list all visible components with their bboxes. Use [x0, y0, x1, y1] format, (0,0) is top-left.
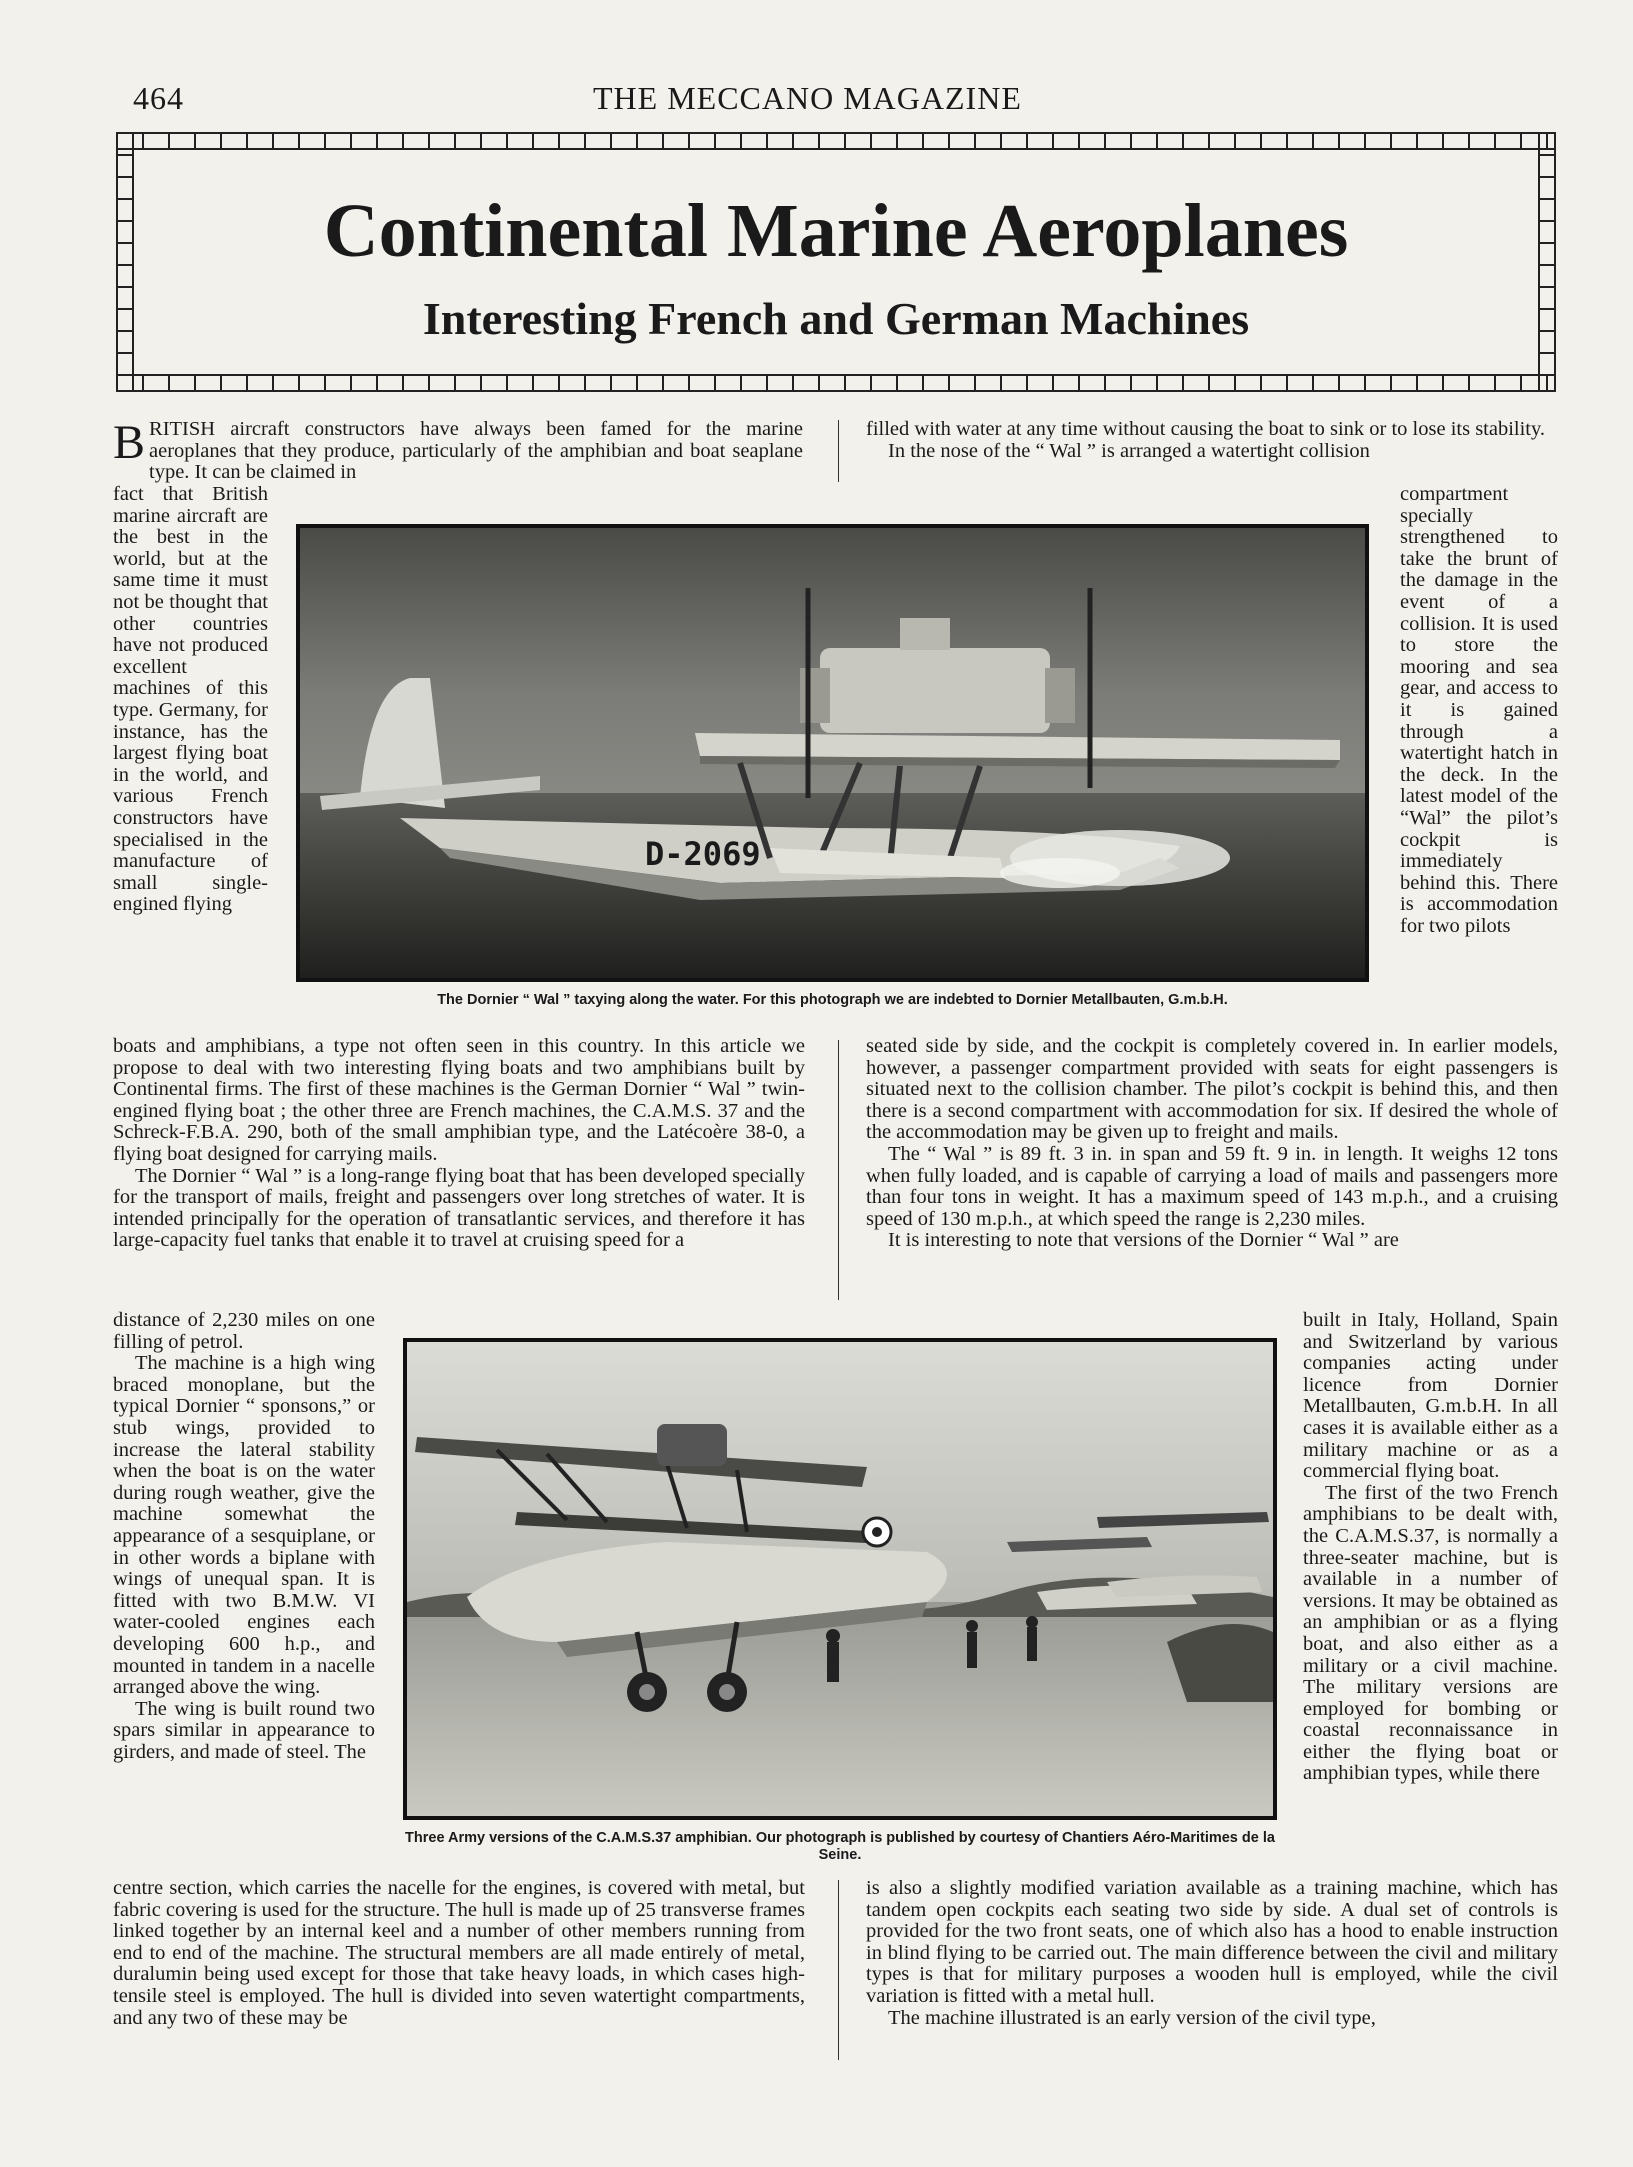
left-narrow-text: [113, 1310, 375, 1763]
border-left-squares: [116, 132, 134, 392]
intro-paragraph: [113, 416, 803, 484]
drop-cap: B: [113, 416, 146, 469]
dornier-wal-caption: The Dornier “ Wal ” taxying along the water. For this photograph we are indebted to Dornier Metallbauten, G.m.b.H.: [437, 992, 1228, 1008]
right-narrow-text-2: [1303, 1310, 1558, 1785]
intro-narrow-text: [113, 484, 268, 916]
article-title: Continental Marine Aeroplanes: [323, 189, 1349, 273]
right-mid-paragraph-1: seated side by side, and the cockpit is completely covered in. In earlier models, however, a passenger compartment provided with seats for eight passengers is situated next to the collision chamber. The pilot’s cockpit is behind this, and then there is a second compartment with accommodation for six. If desired the whole of the accommodation may be given up to freight and mails.: [866, 1035, 1558, 1144]
right-narrow-paragraph-3: The first of the two French amphibians to be dealt with, the C.A.M.S.37, is normally a three-seater machine, but is available in a number of versions. It may be obtained as an amphibian or as a flying boat, and also either as a military or a civil machine. The military versions are employed for bombing or coastal reconnaissance in either the flying boat or amphibian types, while there: [1303, 1481, 1558, 1785]
left-narrow-paragraph-1: distance of 2,230 miles on one filling of petrol.: [113, 1309, 375, 1353]
right-mid-text: [866, 1036, 1558, 1252]
cams37-caption: Three Army versions of the C.A.M.S.37 amphibian. Our photograph is published by courtesy of Chantiers Aéro-Maritimes de la Seine.: [405, 1830, 1275, 1863]
column-rule-bottom: [838, 1880, 839, 2060]
right-bottom-paragraph-2: The machine illustrated is an early version of the civil type,: [888, 2006, 1376, 2029]
column-rule-mid: [838, 1040, 839, 1300]
border-bottom-squares: [116, 374, 1556, 392]
column-rule-top: [838, 420, 839, 482]
left-mid-paragraph-1: boats and amphibians, a type not often seen in this country. In this article we propose to deal with two interesting flying boats and two amphibians built by Continental firms. The first of these machines is the German Dornier “ Wal ” twin-engined flying boat ; the other three are French machines, the C.A.M.S. 37 and the Schreck-F.B.A. 290, both of the small amphibian type, and the Latécoère 38-0, a flying boat designed for carrying mails.: [113, 1035, 805, 1165]
right-narrow-paragraph-1: compartment specially strengthened to take the brunt of the damage in the event of a collision. It is used to store the mooring and sea gear, and access to it is gained through a watertight hatch in the deck. In the latest model of the “Wal” the pilot’s cockpit is immediately behind this. There is accommodation for two pilots: [1400, 483, 1558, 937]
cams37-illustration: [407, 1342, 1273, 1816]
right-narrow-text-1: [1400, 484, 1558, 937]
intro-narrow-paragraph: fact that British marine aircraft are the best in the world, but at the same time it must not be thought that other countries have not produced excellent machines of this type. Germany, for instance, has the largest flying boat in the world, and various French constructors have specialised in the manufacture of small single-engined flying: [113, 483, 268, 916]
right-top-paragraph-1: filled with water at any time without causing the boat to sink or to lose its stability.: [866, 418, 1546, 440]
right-mid-paragraph-2: The “ Wal ” is 89 ft. 3 in. in span and 59 ft. 9 in. in length. It weighs 12 tons when fully loaded, and is capable of carrying a load of mails and passengers more than four tons in weight. It has a maximum speed of 143 m.p.h., and a cruising speed of 130 m.p.h., at which speed the range is 2,230 miles.: [866, 1142, 1558, 1230]
right-narrow-paragraph-2: built in Italy, Holland, Spain and Switzerland by various companies acting under licence from Dornier Metallbauten, G.m.b.H. In all cases it is available either as a military machine or as a commercial flying boat.: [1303, 1309, 1558, 1483]
article-subtitle: Interesting French and German Machines: [422, 293, 1250, 344]
right-mid-paragraph-3: It is interesting to note that versions of the Dornier “ Wal ” are: [888, 1229, 1399, 1252]
intro-top-text: RITISH aircraft constructors have always been famed for the marine aeroplanes that they produce, particularly of the amphibian and boat seaplane type. It can be claimed in: [149, 418, 803, 484]
cams37-photo: [403, 1338, 1277, 1820]
right-top-paragraph-2: In the nose of the “ Wal ” is arranged a watertight collision: [888, 439, 1370, 462]
left-mid-paragraph-2: The Dornier “ Wal ” is a long-range flying boat that has been developed specially for the transport of mails, freight and passengers over long stretches of water. It is intended principally for the operation of transatlantic services, and therefore it has large-capacity fuel tanks that enable it to travel at cruising speed for a: [113, 1164, 805, 1252]
border-right-squares: [1538, 132, 1556, 392]
left-narrow-paragraph-3: The wing is built round two spars similar in appearance to girders, and made of steel. The: [113, 1697, 375, 1763]
left-bottom-paragraph: centre section, which carries the nacelle for the engines, is covered with metal, but fabric covering is used for the structure. The hull is made up of 25 transverse frames linked together by an internal keel and a number of other members running from end to end of the machine. The structural members are all made entirely of metal, duralumin being used except for those that take heavy loads, in which cases high-tensile steel is employed. The hull is divided into seven watertight compartments, and any two of these may be: [113, 1877, 805, 2029]
right-bottom-paragraph-1: is also a slightly modified variation available as a training machine, which has tandem open cockpits each seating two side by side. A dual set of controls is provided for the two front seats, one of which also has a hood to enable instruction in blind flying to be carried out. The main difference between the civil and military types is that for military purposes a wooden hull is employed, while the civil variation is fitted with a metal hull.: [866, 1877, 1558, 2007]
dornier-wal-photo: [296, 524, 1369, 982]
page-number: 464: [133, 80, 184, 116]
right-top-text: [866, 419, 1558, 462]
registration-marking: D-2069: [645, 835, 761, 873]
border-top-squares: [116, 132, 1556, 150]
dornier-wal-illustration: [300, 528, 1365, 978]
magazine-title: THE MECCANO MAGAZINE: [593, 80, 1022, 116]
right-bottom-text: [866, 1878, 1558, 2029]
left-mid-text: [113, 1036, 805, 1252]
left-bottom-text: [113, 1878, 805, 2029]
left-narrow-paragraph-2: The machine is a high wing braced monoplane, but the typical Dornier “ sponsons,” or stub wings, provided to increase the lateral stability when the boat is on the water during rough weather, give the machine somewhat the appearance of a sesquiplane, or in other words a biplane with wings of unequal span. It is fitted with two B.M.W. VI water-cooled engines each developing 600 h.p., and mounted in tandem in a nacelle arranged above the wing.: [113, 1352, 375, 1699]
